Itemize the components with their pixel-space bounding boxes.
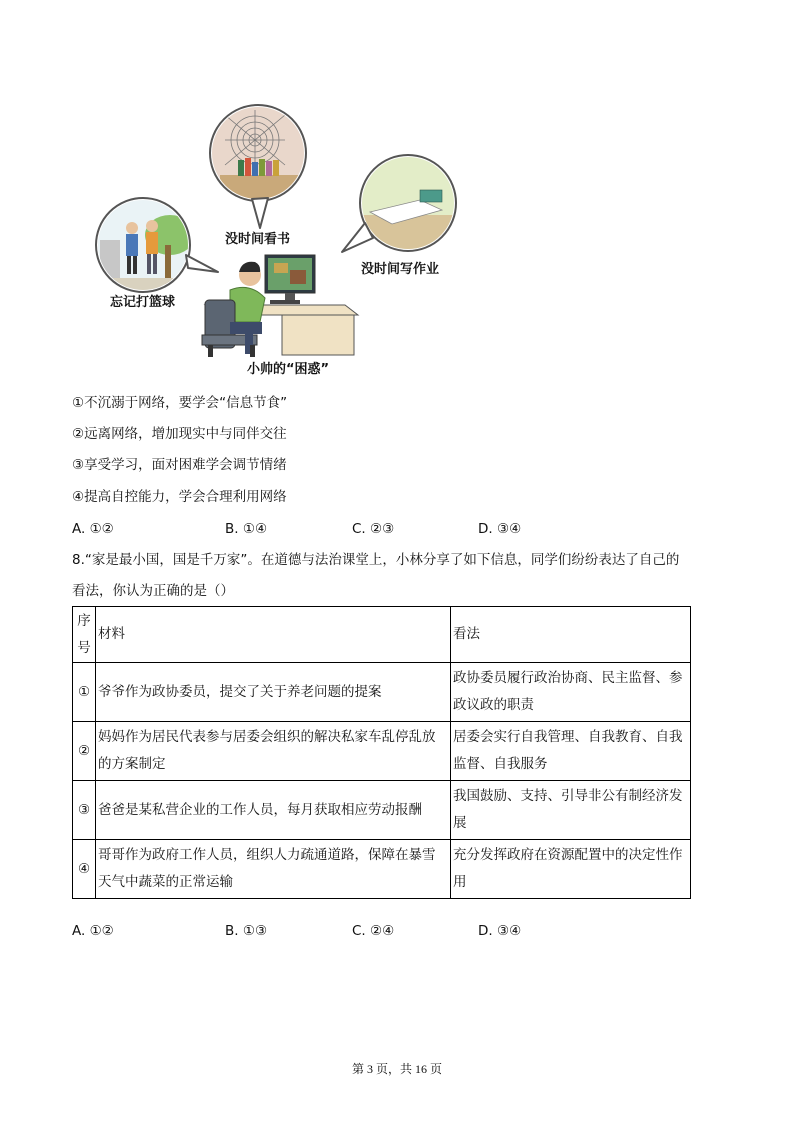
q8-stem-line1: 8.“家是最小国，国是千万家”。在道德与法治课堂上，小林分享了如下信息，同学们纷纷表达了自己的 [72, 552, 680, 568]
row-num: ③ [73, 781, 96, 840]
q8-option-b[interactable]: B. ①③ [225, 923, 268, 939]
q8-option-c[interactable]: C. ②④ [352, 923, 395, 939]
label-forget-basketball: 忘记打篮球 [110, 295, 176, 310]
row-material: 爷爷作为政协委员，提交了关于养老问题的提案 [96, 663, 451, 722]
header-opinion: 看法 [451, 607, 691, 663]
illustration-caption: 小帅的“困惑” [247, 362, 330, 377]
row-num: ④ [73, 840, 96, 899]
row-opinion: 充分发挥政府在资源配置中的决定性作用 [451, 840, 691, 899]
q7-statement-4: ④提高自控能力，学会合理利用网络 [72, 489, 287, 505]
table-header-row [73, 607, 691, 663]
row-num: ① [73, 663, 96, 722]
row-num: ② [73, 722, 96, 781]
table-row [73, 663, 691, 722]
q7-option-b[interactable]: B. ①④ [225, 521, 268, 537]
label-no-time-reading: 没时间看书 [225, 232, 291, 247]
q7-option-c[interactable]: C. ②③ [352, 521, 395, 537]
bubble-reading-image [210, 105, 310, 228]
table-row [73, 722, 691, 781]
q7-option-d[interactable]: D. ③④ [478, 521, 522, 537]
page-number-footer: 第 3 页，共 16 页 [351, 1062, 442, 1076]
boy-at-computer-image [202, 255, 358, 357]
q8-option-d[interactable]: D. ③④ [478, 923, 522, 939]
bubble-basketball-image [95, 195, 218, 298]
header-material: 材料 [96, 607, 451, 663]
q7-statement-1: ①不沉溺于网络，要学会“信息节食” [72, 395, 288, 411]
q8-stem-line2: 看法，你认为正确的是（） [72, 583, 234, 599]
row-material: 爸爸是某私营企业的工作人员，每月获取相应劳动报酬 [96, 781, 451, 840]
q7-statement-2: ②远离网络，增加现实中与同伴交往 [72, 426, 287, 442]
label-no-time-homework: 没时间写作业 [361, 262, 440, 277]
row-material: 哥哥作为政府工作人员，组织人力疏通道路，保障在暴雪天气中蔬菜的正常运输 [96, 840, 451, 899]
row-opinion: 政协委员履行政治协商、民主监督、参政议政的职责 [451, 663, 691, 722]
bubble-homework-image [342, 155, 460, 255]
row-opinion: 我国鼓励、支持、引导非公有制经济发展 [451, 781, 691, 840]
table-row [73, 781, 691, 840]
q7-statement-3: ③享受学习，面对困难学会调节情绪 [72, 457, 287, 473]
row-opinion: 居委会实行自我管理、自我教育、自我监督、自我服务 [451, 722, 691, 781]
row-material: 妈妈作为居民代表参与居委会组织的解决私家车乱停乱放的方案制定 [96, 722, 451, 781]
q8-option-a[interactable]: A. ①② [72, 923, 114, 939]
table-row [73, 840, 691, 899]
q7-option-a[interactable]: A. ①② [72, 521, 114, 537]
q8-table [72, 606, 691, 899]
header-num: 序号 [73, 607, 96, 663]
